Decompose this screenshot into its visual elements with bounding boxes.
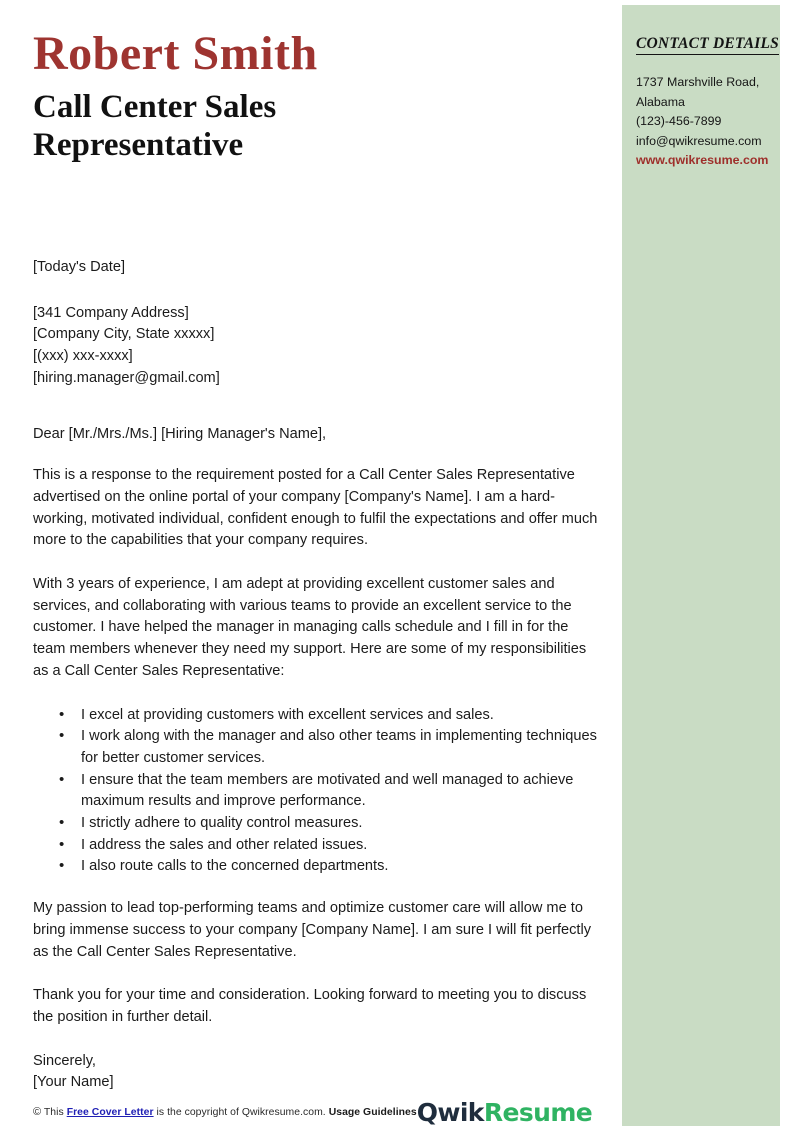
contact-address-line-2: Alabama [636,94,685,109]
list-item: • I address the sales and other related issues. [81,835,600,857]
usage-guidelines-link[interactable]: Usage Guidelines [328,1107,417,1118]
copyright-prefix: This [43,1107,64,1118]
contact-website[interactable]: www.qwikresume.com [636,153,769,167]
letter-salutation: Dear [Mr./Mrs./Ms.] [Hiring Manager's Name], [33,425,327,442]
contact-sidebar [622,5,780,1126]
copyright-notice [33,1106,417,1118]
letter-paragraph-1: This is a response to the requirement posted for a Call Center Sales Representative advertised on the online portal of your company [Company's Name]. I am a hard-working, motivated individual, confident enough to fulfil the expectations and offer much more to the capabilities that your company requires. [33,467,598,549]
letter-paragraph-2: With 3 years of experience, I am adept at providing excellent customer sales and services, and collaborating with various teams to provide an excellent service to the customer. I have helped the manager in managing calls schedule and I fill in for the team members whenever they need my support. Here are some of my responsibilities as a Call Center Sales Representative: [33,576,587,679]
list-item: • I ensure that the team members are motivated and well managed to achieve maximum results and improve performance. [81,770,600,813]
letter-header [33,27,593,164]
recipient-address-line: [341 Company Address] [33,304,189,321]
free-cover-letter-link[interactable]: Free Cover Letter [66,1107,154,1118]
list-item: • I work along with the manager and also other teams in implementing techniques for better customer services. [81,726,600,769]
list-item: • I excel at providing customers with excellent services and sales. [81,705,600,727]
contact-address-line-1: 1737 Marshville Road, [636,75,760,89]
letter-date: [Today's Date] [33,259,126,275]
contact-details-list [636,73,769,171]
letter-paragraph-4: Thank you for your time and consideration. Looking forward to meeting you to discuss the position in further detail. [33,987,587,1025]
letter-signature-name: [Your Name] [33,1074,114,1091]
letter-closing: Sincerely, [33,1052,96,1069]
logo-text-qwik: Qwik [416,1097,484,1127]
list-item: • I strictly adhere to quality control measures. [81,813,600,835]
recipient-address-line: [(xxx) xxx-xxxx] [33,348,133,365]
page-footer [33,1095,600,1129]
letter-body [33,257,600,1094]
contact-email[interactable]: info@qwikresume.com [636,133,762,148]
contact-details-heading: CONTACT DETAILS [636,35,779,55]
responsibilities-list [33,705,600,879]
copyright-middle: is the copyright of Qwikresume.com. [156,1107,326,1118]
contact-phone: (123)-456-7899 [636,114,722,128]
letter-paragraph-3: My passion to lead top-performing teams and optimize customer care will allow me to bring immense success to your company [Company Name]. I am sure I will fit perfectly as the Call Center Sales Representative. [33,900,592,960]
recipient-address-line: [hiring.manager@gmail.com] [33,369,220,386]
list-item: • I also route calls to the concerned departments. [81,856,600,878]
logo-text-resume: Resume [483,1097,593,1127]
copyright-icon: © [33,1106,42,1118]
applicant-job-title: Call Center Sales Representative [33,88,277,164]
applicant-name: Robert Smith [33,27,318,80]
recipient-address-block [33,303,600,390]
letter-signature-block [33,1051,600,1094]
qwikresume-logo[interactable] [417,1098,592,1127]
recipient-address-line: [Company City, State xxxxx] [33,326,215,343]
